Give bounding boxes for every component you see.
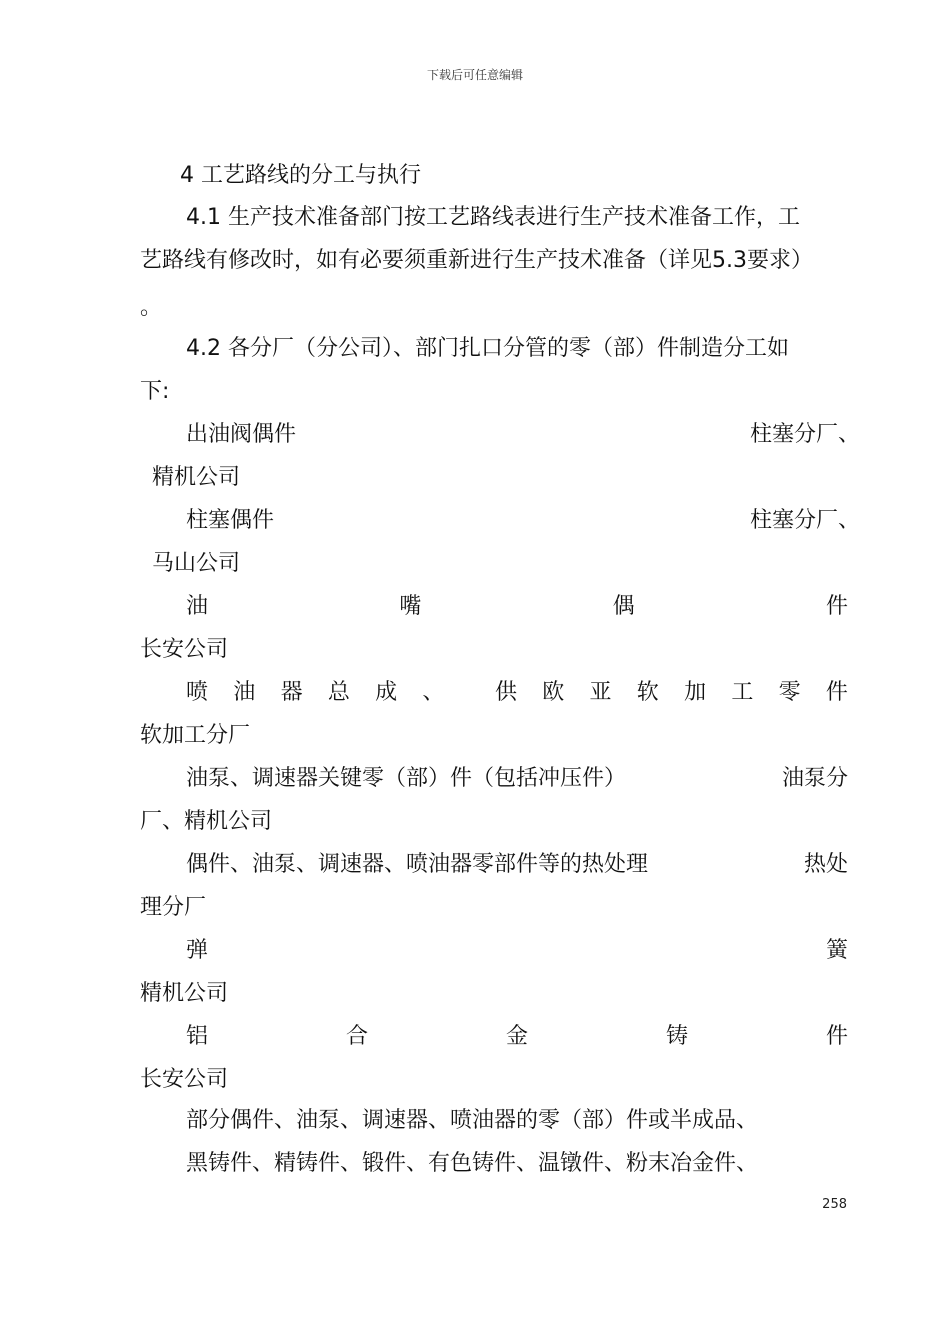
division-row-cont: 精机公司: [140, 981, 229, 1006]
division-row-cont: 长安公司: [140, 1067, 229, 1092]
division-row-cont: 理分厂: [140, 895, 207, 920]
justified-part: 油 嘴 偶 件: [186, 594, 848, 619]
justified-part: 铝 合 金 铸 件: [186, 1024, 848, 1049]
division-row-cont: 软加工分厂: [140, 723, 251, 748]
division-row: [0, 678, 950, 708]
division-row: 出油阀偶件 柱塞分厂、: [186, 422, 860, 447]
division-row: 油泵、调速器关键零（部）件（包括冲压件） 油泵分: [186, 766, 848, 791]
para-4-1-line-2: 艺路线有修改时，如有必要须重新进行生产技术准备（详见5.3要求）: [140, 248, 813, 273]
tail-line-1: 部分偶件、油泵、调速器、喷油器的零（部）件或半成品、: [186, 1108, 759, 1133]
division-row: 柱塞偶件 柱塞分厂、: [186, 508, 860, 533]
division-row: [0, 592, 950, 622]
justified-part: 弹 簧: [186, 938, 848, 963]
justified-part: 喷 油 器 总 成 、 供 欧 亚 软 加 工 零 件: [186, 680, 848, 705]
para-4-2-line-1: 4.2 各分厂（分公司）、部门扎口分管的零（部）件制造分工如: [186, 336, 789, 361]
division-row-cont: 马山公司: [152, 551, 241, 576]
division-row-cont: 厂、精机公司: [140, 809, 273, 834]
section-heading: [0, 161, 950, 191]
division-row: [0, 936, 950, 966]
page-header: 下载后可任意编辑: [426, 68, 523, 82]
division-row: [0, 1022, 950, 1052]
para-4-1-line-1: 4.1 生产技术准备部门按工艺路线表进行生产技术准备工作，工: [186, 205, 800, 230]
para-4-1-line-3: 。: [140, 295, 163, 320]
division-row-cont: 精机公司: [152, 465, 241, 490]
section-heading-text: 4 工艺路线的分工与执行: [180, 163, 421, 188]
para-4-2-line-2: 下:: [140, 379, 170, 404]
page-number: 258: [822, 1197, 847, 1212]
division-row: 偶件、油泵、调速器、喷油器零部件等的热处理 热处: [186, 852, 848, 877]
division-row-cont: 长安公司: [140, 637, 229, 662]
tail-line-2: 黑铸件、精铸件、锻件、有色铸件、温镦件、粉末冶金件、: [186, 1151, 759, 1176]
